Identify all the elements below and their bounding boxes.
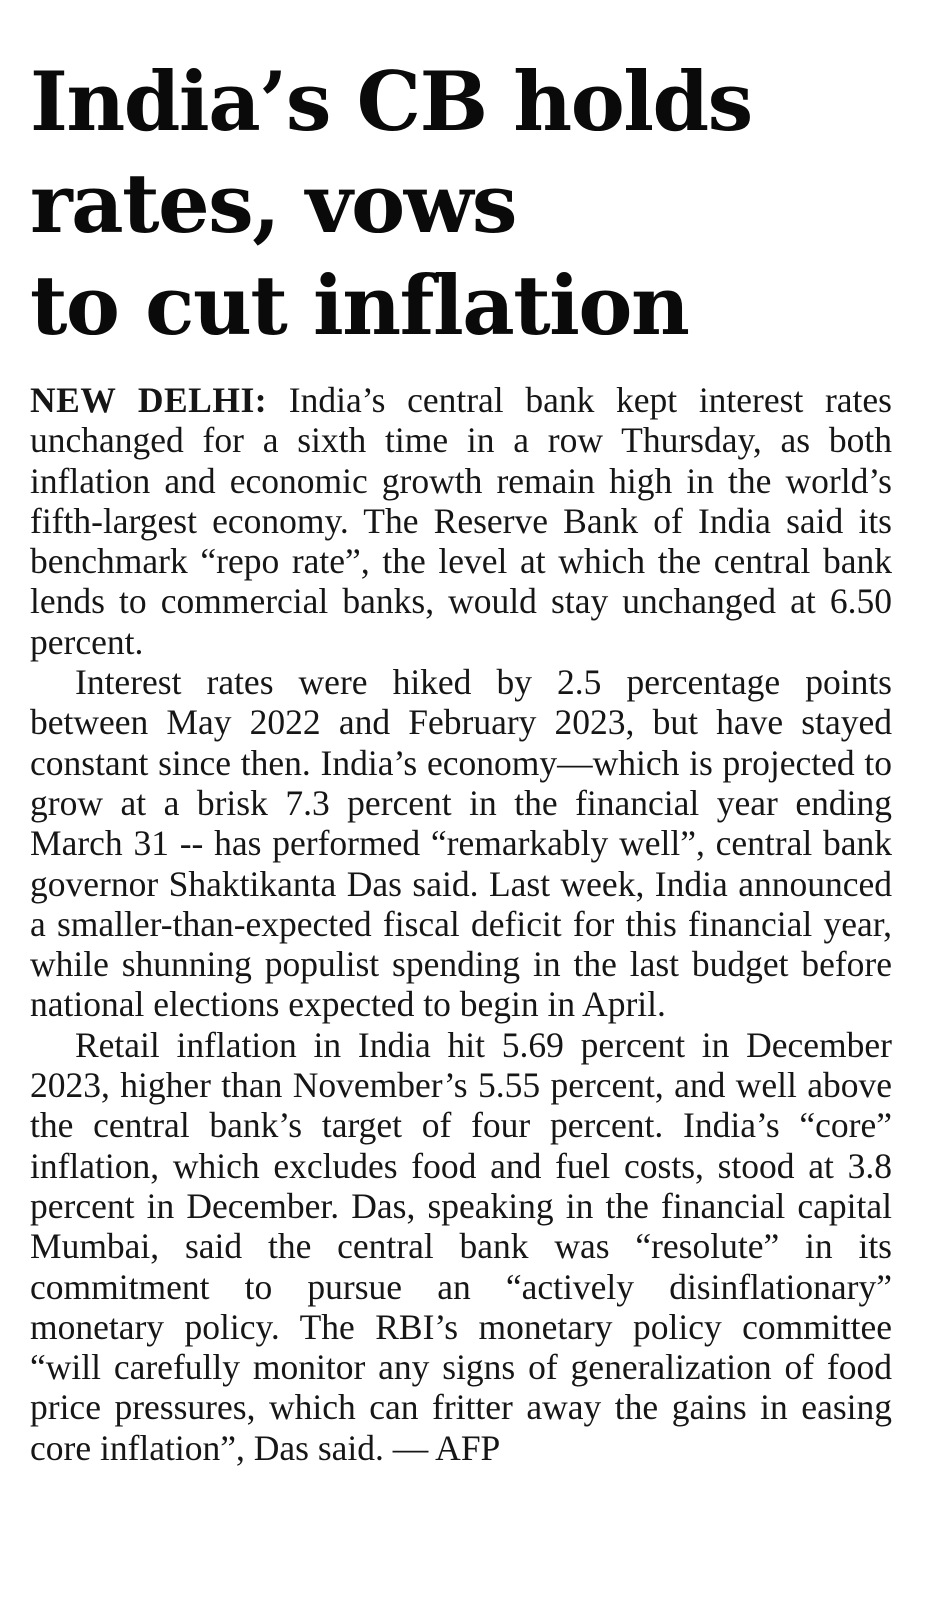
article-body (30, 380, 892, 1468)
dateline: NEW DELHI: (30, 380, 268, 420)
paragraph-3: Retail inflation in India hit 5.69 percent in December 2023, higher than November’s 5.55 percent, and well above the central bank’s target of four percent. India’s “core” inflation, which excludes food and fuel costs, stood at 3.8 percent in December. Das, speaking in the financial capital Mumbai, said the central bank was “resolute” in its commitment to pursue an “actively disinflationary” monetary policy. The RBI’s monetary policy committee “will carefully monitor any signs of generalization of food price pressures, which can fritter away the gains in easing core inflation”, Das said. — AFP (30, 1024, 892, 1468)
news-article (30, 52, 892, 1468)
paragraph-2: Interest rates were hiked by 2.5 percentage points between May 2022 and February 2023, but have stayed constant since then. India’s economy—which is projected to grow at a brisk 7.3 percent in the financial year ending March 31 -- has performed “remarkably well”, central bank governor Shaktikanta Das said. Last week, India announced a smaller-than-expected fiscal deficit for this financial year, while shunning populist spending in the last budget before national elections expected to begin in April. (30, 662, 892, 1025)
paragraph-1-text: India’s central bank kept interest rates unchanged for a sixth time in a row Thursday, as both inflation and economic growth remain high in the world’s fifth-largest economy. The Reserve Bank of India said its benchmark “repo rate”, the level at which the central bank lends to commercial banks, would stay unchanged at 6.50 percent. (30, 380, 892, 662)
headline (30, 52, 892, 358)
headline-line-3: to cut inflation (30, 259, 689, 354)
paragraph-1 (30, 380, 892, 662)
headline-line-1: India’s CB holds (30, 55, 752, 150)
headline-line-2: rates, vows (30, 157, 517, 252)
